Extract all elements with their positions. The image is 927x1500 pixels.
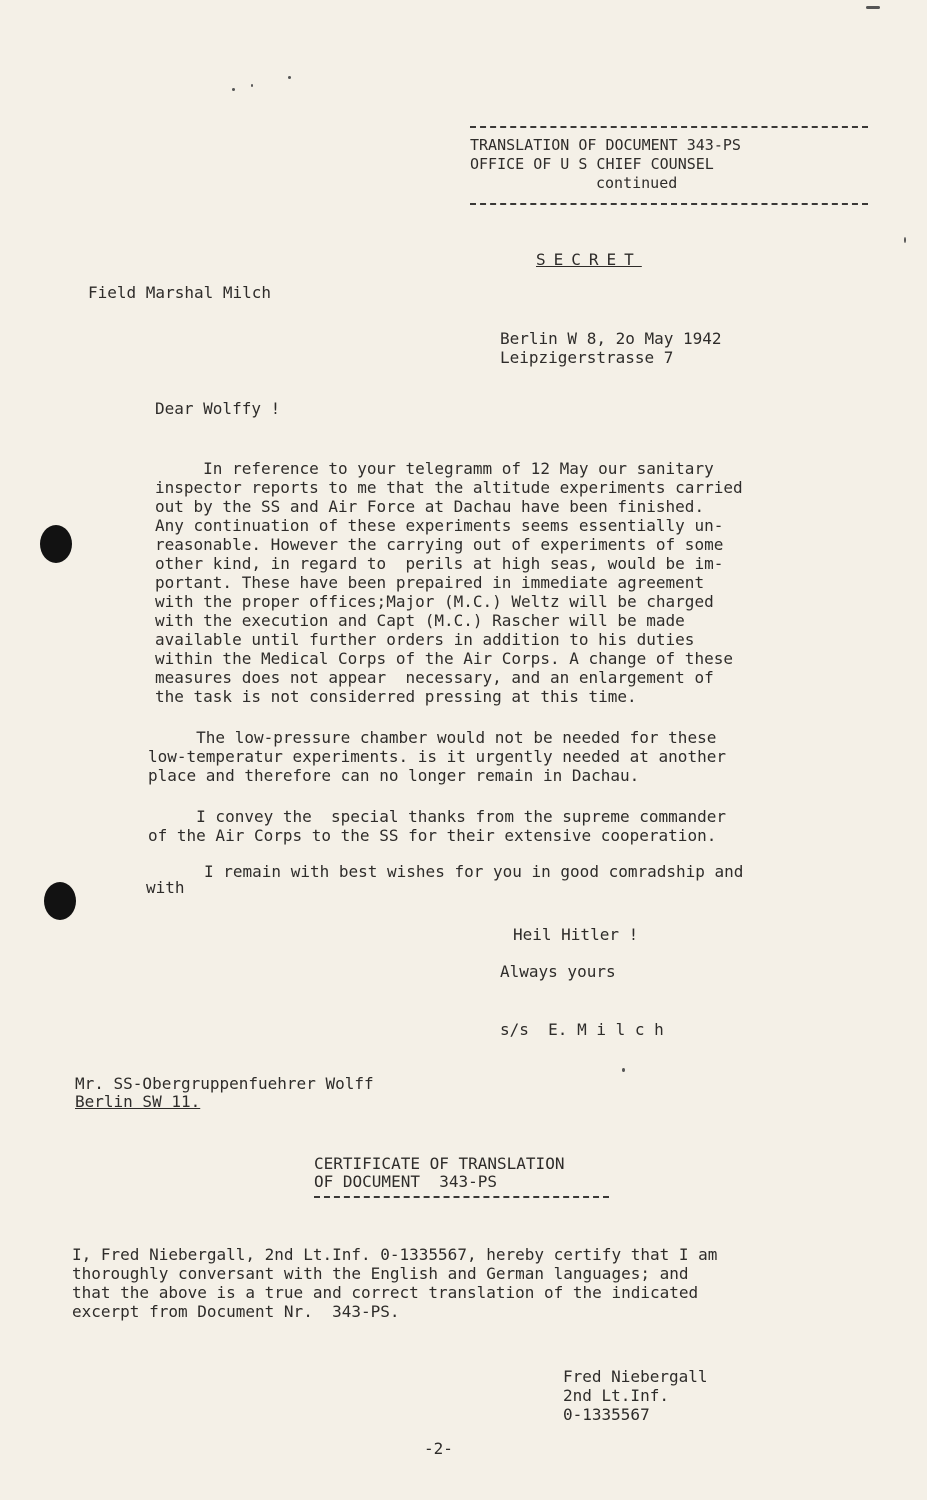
punch-hole-top — [40, 525, 72, 563]
body-line: available until further orders in addition to his duties — [155, 630, 695, 649]
address-street: Leipzigerstrasse 7 — [500, 348, 674, 367]
paper-speck — [251, 84, 253, 87]
header-top-rule — [470, 126, 868, 128]
certificate-rule — [314, 1196, 609, 1198]
body-line: with the proper offices;Major (M.C.) Weltz will be charged — [155, 592, 714, 611]
certificate-line: I, Fred Niebergall, 2nd Lt.Inf. 0-1335567, hereby certify that I am — [72, 1245, 718, 1264]
certificate-title-2: OF DOCUMENT 343-PS — [314, 1172, 498, 1191]
body-line: place and therefore can no longer remain in Dachau. — [148, 766, 640, 785]
body-line: of the Air Corps to the SS for their extensive cooperation. — [148, 826, 717, 845]
body-line: within the Medical Corps of the Air Corps. A change of these — [155, 649, 733, 668]
body-line: The low-pressure chamber would not be needed for these — [148, 728, 717, 747]
body-line: other kind, in regard to perils at high seas, would be im- — [155, 554, 724, 573]
paper-speck — [866, 6, 880, 9]
recipient-name: Mr. SS-Obergruppenfuehrer Wolff — [75, 1074, 374, 1093]
body-line: the task is not considerred pressing at this time. — [155, 687, 637, 706]
closing-phrase: Always yours — [500, 962, 616, 981]
header-line-3: continued — [596, 174, 678, 192]
page-number: -2- — [424, 1439, 453, 1458]
body-line: measures does not appear necessary, and an enlargement of — [155, 668, 714, 687]
body-line: with — [146, 878, 185, 897]
signature-line: s/s E. M i l c h — [500, 1020, 664, 1039]
salutation: Dear Wolffy ! — [155, 399, 281, 418]
body-line: portant. These have been prepaired in immediate agreement — [155, 573, 705, 592]
body-line: Any continuation of these experiments seems essentially un- — [155, 516, 724, 535]
sender-name: Field Marshal Milch — [88, 283, 272, 302]
paper-speck — [232, 88, 235, 91]
certificate-line: excerpt from Document Nr. 343-PS. — [72, 1302, 400, 1321]
address-date: Berlin W 8, 2o May 1942 — [500, 329, 722, 348]
recipient-address: Berlin SW 11. — [75, 1092, 201, 1111]
certificate-line: thoroughly conversant with the English and German languages; and — [72, 1264, 689, 1283]
body-line: In reference to your telegramm of 12 May our sanitary — [155, 459, 714, 478]
certificate-line: that the above is a true and correct translation of the indicated — [72, 1283, 699, 1302]
body-line: reasonable. However the carrying out of experiments of some — [155, 535, 724, 554]
punch-hole-bottom — [44, 882, 76, 920]
header-line-1: TRANSLATION OF DOCUMENT 343-PS — [470, 136, 741, 154]
body-line: inspector reports to me that the altitude experiments carried — [155, 478, 743, 497]
certificate-title-1: CERTIFICATE OF TRANSLATION — [314, 1154, 565, 1173]
paper-speck — [904, 237, 906, 243]
body-line: I convey the special thanks from the supreme commander — [148, 807, 726, 826]
closing-greeting: Heil Hitler ! — [513, 925, 639, 944]
translator-name: Fred Niebergall — [563, 1367, 708, 1386]
body-line: low-temperatur experiments. is it urgently needed at another — [148, 747, 726, 766]
body-line: I remain with best wishes for you in good comradship and — [204, 862, 744, 881]
paper-speck — [622, 1068, 625, 1072]
paper-speck — [288, 76, 291, 79]
header-bottom-rule — [470, 203, 868, 205]
body-line: with the execution and Capt (M.C.) Rascher will be made — [155, 611, 685, 630]
translator-rank: 2nd Lt.Inf. — [563, 1386, 669, 1405]
classification-stamp: SECRET — [536, 250, 642, 269]
body-line: out by the SS and Air Force at Dachau have been finished. — [155, 497, 705, 516]
header-line-2: OFFICE OF U S CHIEF COUNSEL — [470, 155, 714, 173]
translator-serial: 0-1335567 — [563, 1405, 650, 1424]
